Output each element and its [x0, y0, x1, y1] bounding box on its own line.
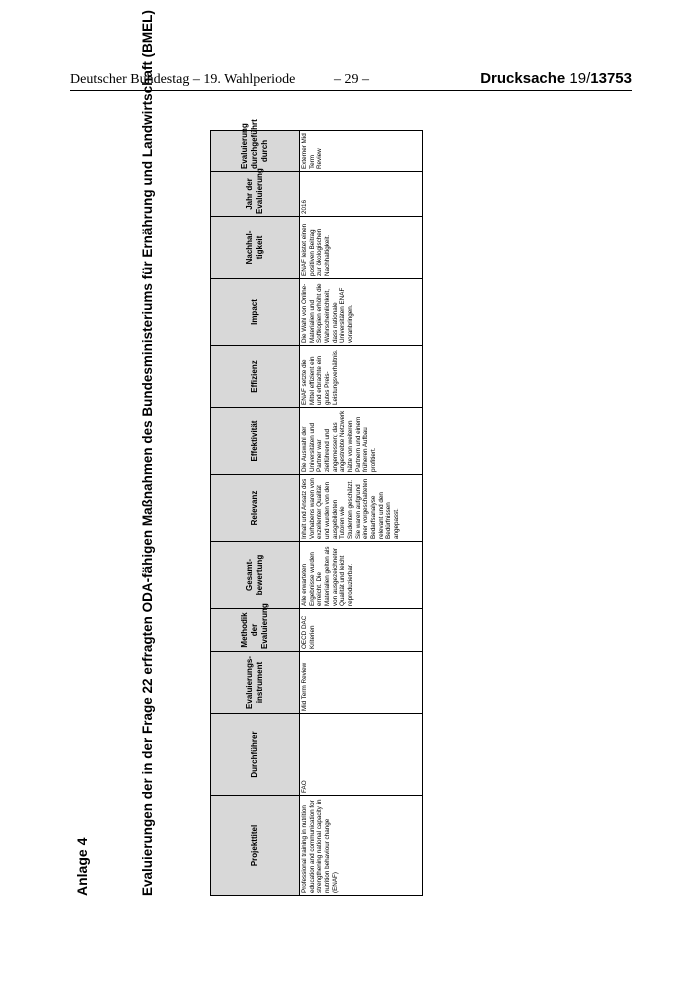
cell-text: ENAF setzte die Mittel effizient ein und erbrachte ein gutes Preis-Leistungsverhältnis. [301, 349, 339, 405]
col-header-overall-rating: Gesamt-bewertung [211, 542, 300, 609]
document-number-period: 19/ [569, 70, 591, 87]
cell-evaluation-year [300, 172, 423, 217]
cell-project-title [300, 796, 423, 896]
col-header-instrument: Evaluierungs-instrument [211, 652, 300, 714]
cell-sustainability [300, 217, 423, 279]
col-header-evaluation-year: Jahr der Evaluierung [211, 172, 300, 217]
table-row [300, 131, 423, 896]
col-header-methodology: Methodik der Evaluierung [211, 609, 300, 652]
cell-text: 2016 [301, 199, 308, 214]
cell-text: Mid Term Review [301, 662, 308, 711]
document-number-id: 13753 [590, 70, 632, 87]
evaluation-table [210, 119, 423, 896]
cell-evaluated-by [300, 131, 423, 172]
col-header-effectiveness: Effektivität [211, 408, 300, 475]
annex-label: Anlage 4 [74, 837, 90, 896]
col-header-project-title: Projekttitel [211, 796, 300, 896]
cell-text: ENAF leistet einen positiven Beitrag zur ökologischen Nachhaltigkeit. [301, 223, 332, 276]
rotated-content [60, 0, 700, 896]
col-header-impact: Impact [211, 279, 300, 346]
cell-text: Die Wahl von Online-Materialien und Softkopien erhöht die Wahrscheinlichkeit, dass nationale Universitäten ENAF voranbringen. [301, 283, 355, 343]
table-title: Evaluierungen der in der Frage 22 erfragten ODA-fähigen Maßnahmen des Bundesministeriums für Ernährung und Landwirtschaft (BMEL) [140, 10, 155, 896]
cell-relevance [300, 475, 423, 542]
col-header-sustainability: Nachhal-tigkeit [211, 217, 300, 279]
col-header-implementer: Durchführer [211, 714, 300, 796]
cell-text: Externer Mid Term Review [301, 133, 324, 169]
cell-text: Alle erwarteten Ergebnisse wurden erreicht. Die Materialien gelten als von ausgezeichneter Qualität und leicht reproduzierbar. [301, 546, 355, 606]
cell-effectiveness [300, 408, 423, 475]
document-number-prefix: Drucksache [480, 70, 570, 87]
parliament-label: Deutscher Bundestag – 19. Wahlperiode [70, 72, 296, 87]
cell-overall-rating [300, 542, 423, 609]
cell-text: OECD DAC Kriterien [301, 615, 316, 649]
cell-instrument [300, 652, 423, 714]
col-header-efficiency: Effizienz [211, 346, 300, 408]
cell-impact [300, 279, 423, 346]
cell-efficiency [300, 346, 423, 408]
cell-text: FAO [301, 780, 308, 793]
col-header-relevance: Relevanz [211, 475, 300, 542]
cell-text: Inhalt und Ansatz des Vorhabens waren von exzellenter Qualität und wurden von den ausgebildeten Tutoren wie Studenten geschätzt. Sie waren aufgrund einer vorgeschalteten Bedarfsanalyse relevant und den Bedürfnissen angepasst. [301, 478, 401, 539]
cell-text: Die Auswahl der Universitäten und Partner war zielführend und angemessen; das angestrebte Netzwerk hätte von weiteren Partnern und einem früheren Aufbau profitiert. [301, 410, 378, 472]
page-number: – 29 – [334, 72, 369, 87]
table-header-row [211, 131, 300, 896]
cell-text: Professional training in nutrition education and communication for strengthening national capacity in nutrition behaviour change (ENAF) [301, 799, 339, 893]
cell-implementer [300, 714, 423, 796]
cell-methodology [300, 609, 423, 652]
col-header-evaluated-by: Evaluierung durchgeführt durch [211, 131, 300, 172]
